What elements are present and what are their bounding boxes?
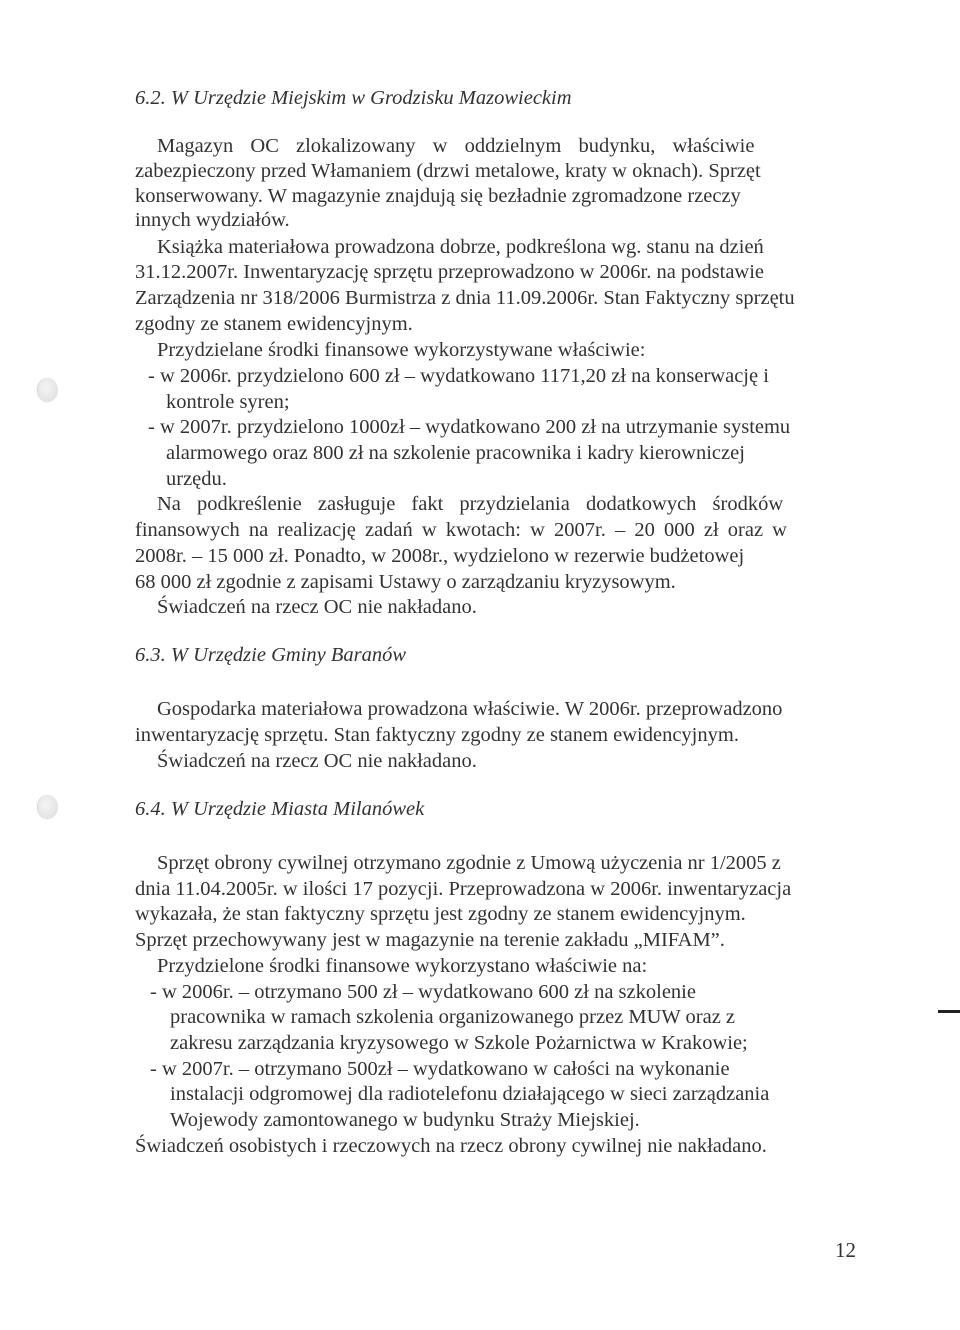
punch-hole-top xyxy=(38,378,58,402)
text-line: 68 000 zł zgodnie z zapisami Ustawy o zarządzaniu kryzysowym. xyxy=(135,571,676,593)
section-title: W Urzędzie Miejskim w Grodzisku Mazowieckim xyxy=(170,87,572,109)
text-line: 31.12.2007r. Inwentaryzację sprzętu przeprowadzono w 2006r. na podstawie xyxy=(135,261,765,283)
punch-hole-bottom xyxy=(38,795,58,819)
section-heading xyxy=(135,86,572,110)
text-line: pracownika w ramach szkolenia organizowanego przez MUW oraz z xyxy=(170,1006,736,1028)
text-line: - w 2006r. przydzielono 600 zł – wydatkowano 1171,20 zł na konserwację i xyxy=(148,365,769,387)
text-line: zakresu zarządzania kryzysowego w Szkole Pożarnictwa w Krakowie; xyxy=(170,1032,748,1054)
text-line: - w 2006r. – otrzymano 500 zł – wydatkowano 600 zł na szkolenie xyxy=(150,981,696,1003)
section-number: 6.3. xyxy=(135,644,171,666)
section-heading xyxy=(135,797,424,821)
text-line: Przydzielone środki finansowe wykorzystano właściwie na: xyxy=(157,955,648,977)
text-line: Gospodarka materiałowa prowadzona właściwie. W 2006r. przeprowadzono xyxy=(157,698,783,720)
page-number: 12 xyxy=(835,1238,856,1262)
text-line: Wojewody zamontowanego w budynku Straży Miejskiej. xyxy=(170,1109,640,1131)
text-line: innych wydziałów. xyxy=(135,209,290,231)
section-heading xyxy=(135,643,406,667)
section-title: W Urzędzie Gminy Baranów xyxy=(170,644,407,666)
text-line: Świadczeń osobistych i rzeczowych na rzecz obrony cywilnej nie nakładano. xyxy=(135,1135,767,1157)
edge-mark xyxy=(938,1010,960,1013)
text-line: Świadczeń na rzecz OC nie nakładano. xyxy=(157,750,477,772)
text-line: wykazała, że stan faktyczny sprzętu jest zgodny ze stanem ewidencyjnym. xyxy=(135,903,746,925)
text-line: zabezpieczony przed Włamaniem (drzwi metalowe, kraty w oknach). Sprzęt xyxy=(135,160,761,182)
section-number: 6.2. xyxy=(135,87,171,109)
text-line: Zarządzenia nr 318/2006 Burmistrza z dnia 11.09.2006r. Stan Faktyczny sprzętu xyxy=(135,287,795,309)
text-line: kontrole syren; xyxy=(166,391,290,413)
text-line: - w 2007r. przydzielono 1000zł – wydatkowano 200 zł na utrzymanie systemu xyxy=(148,416,791,438)
text-line: Świadczeń na rzecz OC nie nakładano. xyxy=(157,596,477,618)
text-line: Sprzęt obrony cywilnej otrzymano zgodnie z Umową użyczenia nr 1/2005 z xyxy=(157,852,781,874)
text-line: Magazyn OC zlokalizowany w oddzielnym budynku, właściwie xyxy=(157,135,755,157)
text-line: konserwowany. W magazynie znajdują się bezładnie zgromadzone rzeczy xyxy=(135,185,741,207)
section-title: W Urzędzie Miasta Milanówek xyxy=(170,798,425,820)
text-line: Książka materiałowa prowadzona dobrze, podkreślona wg. stanu na dzień xyxy=(157,236,764,258)
text-line: 2008r. – 15 000 zł. Ponadto, w 2008r., wydzielono w rezerwie budżetowej xyxy=(135,545,745,567)
text-line: alarmowego oraz 800 zł na szkolenie pracownika i kadry kierowniczej xyxy=(166,442,745,464)
text-line: finansowych na realizację zadań w kwotach: w 2007r. – 20 000 zł oraz w xyxy=(135,519,787,541)
text-line: Na podkreślenie zasługuje fakt przydzielania dodatkowych środków xyxy=(157,493,784,515)
text-line: - w 2007r. – otrzymano 500zł – wydatkowano w całości na wykonanie xyxy=(150,1058,730,1080)
section-number: 6.4. xyxy=(135,798,171,820)
text-line: inwentaryzację sprzętu. Stan faktyczny zgodny ze stanem ewidencyjnym. xyxy=(135,724,739,746)
text-line: dnia 11.04.2005r. w ilości 17 pozycji. Przeprowadzona w 2006r. inwentaryzacja xyxy=(135,878,792,900)
text-line: urzędu. xyxy=(166,468,227,490)
text-line: instalacji odgromowej dla radiotelefonu działającego w sieci zarządzania xyxy=(170,1083,770,1105)
text-line: Sprzęt przechowywany jest w magazynie na terenie zakładu „MIFAM”. xyxy=(135,929,725,951)
text-line: Przydzielane środki finansowe wykorzystywane właściwie: xyxy=(157,339,646,361)
text-line: zgodny ze stanem ewidencyjnym. xyxy=(135,313,413,335)
